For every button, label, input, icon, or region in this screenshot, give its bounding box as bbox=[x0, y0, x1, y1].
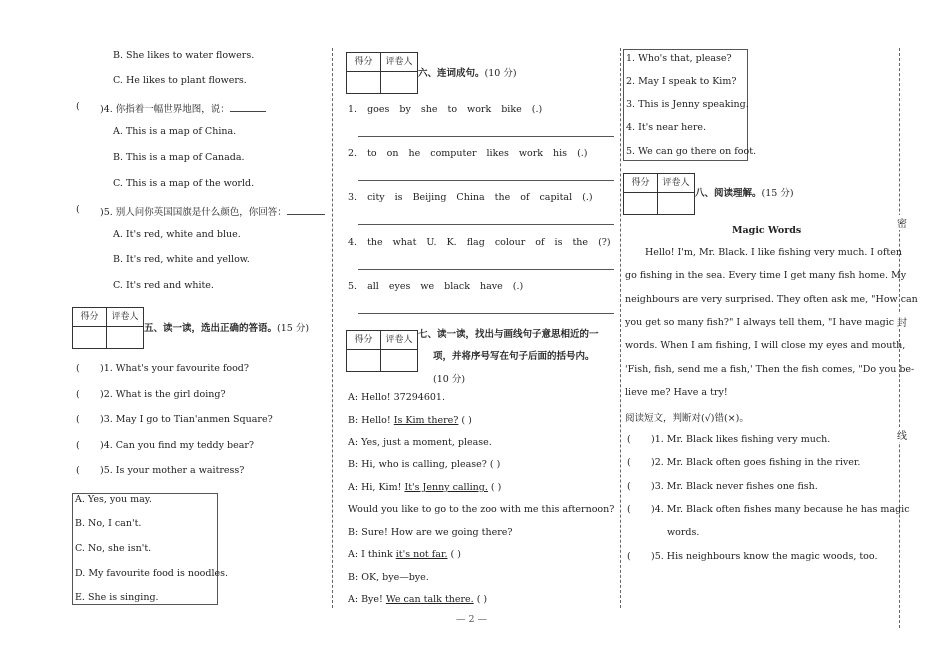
tf-instruction: 阅读短文，判断对(√)错(×)。 bbox=[625, 413, 749, 424]
s5-item-3: )3. May I go to Tian'anmen Square? bbox=[100, 414, 273, 425]
tf-item-1-paren: ( bbox=[627, 434, 631, 445]
dl5-underlined: It's Jenny calling. bbox=[404, 482, 488, 493]
tf-item-3: )3. Mr. Black never fishes one fish. bbox=[651, 481, 818, 492]
section6-points: (10 分) bbox=[484, 68, 517, 79]
tf-item-1: )1. Mr. Black likes fishing very much. bbox=[651, 434, 831, 445]
q4-option-a: A. This is a map of China. bbox=[113, 126, 237, 137]
score-cell[interactable] bbox=[347, 72, 381, 93]
q4-blank[interactable] bbox=[230, 111, 266, 112]
dialogue-line-6: Would you like to go to the zoo with me this afternoon? bbox=[348, 504, 615, 515]
section5-heading bbox=[144, 320, 309, 334]
option-c-prev: C. He likes to plant flowers. bbox=[113, 75, 247, 86]
tf-item-4-cont: words. bbox=[667, 527, 700, 538]
dialogue-line-7: B: Sure! How are we going there? bbox=[348, 527, 513, 538]
sentence-1: 1. goes by she to work bike (.) bbox=[348, 104, 543, 115]
s7-option-4: 4. It's near here. bbox=[626, 122, 707, 133]
column-divider-right bbox=[620, 48, 621, 608]
s7-option-1: 1. Who's that, please? bbox=[626, 53, 732, 64]
q4-option-b: B. This is a map of Canada. bbox=[113, 152, 245, 163]
q5-option-c: C. It's red and white. bbox=[113, 280, 214, 291]
section5-points: (15 分) bbox=[277, 323, 310, 334]
s5-item-5-paren: ( bbox=[76, 465, 80, 476]
page-number: — 2 — bbox=[456, 614, 488, 625]
section5-title: 五、读一读，选出正确的答语。 bbox=[144, 323, 278, 334]
section8-points: (15 分) bbox=[761, 188, 794, 199]
dialogue-line-5 bbox=[348, 482, 501, 493]
s5-item-2-paren: ( bbox=[76, 389, 80, 400]
sentence-5: 5. all eyes we black have (.) bbox=[348, 281, 524, 292]
dl2-pre: B: Hello! bbox=[348, 415, 394, 426]
answer-line-5[interactable] bbox=[358, 313, 614, 314]
score-box-section6 bbox=[346, 52, 418, 94]
section7-points: (10 分) bbox=[433, 374, 466, 385]
tf-item-2: )2. Mr. Black often goes fishing in the river. bbox=[651, 457, 861, 468]
section8-heading bbox=[695, 185, 794, 199]
option-b-prev: B. She likes to water flowers. bbox=[113, 50, 255, 61]
binding-char-xian: 线 bbox=[897, 427, 907, 442]
s5-item-5: )5. Is your mother a waitress? bbox=[100, 465, 245, 476]
s7-option-5: 5. We can go there on foot. bbox=[626, 146, 757, 157]
binding-char-mi: 密 bbox=[897, 215, 907, 230]
s7-option-3: 3. This is Jenny speaking. bbox=[626, 99, 749, 110]
score-label: 得分 bbox=[347, 53, 381, 72]
section8-title: 八、阅读理解。 bbox=[695, 188, 762, 199]
grader-label: 评卷人 bbox=[658, 174, 694, 193]
section6-title: 六、连词成句。 bbox=[418, 68, 485, 79]
dl2-paren[interactable]: ( ) bbox=[458, 415, 472, 426]
dl8-underlined: it's not far. bbox=[395, 549, 448, 560]
dialogue-line-2 bbox=[348, 415, 472, 426]
score-cell[interactable] bbox=[624, 193, 658, 214]
dl8-paren[interactable]: ( ) bbox=[447, 549, 461, 560]
q4-text: )4. 你指着一幅世界地图，说： bbox=[100, 104, 230, 115]
grader-cell[interactable] bbox=[658, 193, 694, 214]
q4-option-c: C. This is a map of the world. bbox=[113, 178, 255, 189]
sentence-3: 3. city is Beijing China the of capital (.) bbox=[348, 192, 593, 203]
answer-e: E. She is singing. bbox=[75, 592, 159, 603]
story-line-6: 'Fish, fish, send me a fish,' Then the fish comes, "Do you be- bbox=[625, 364, 915, 375]
story-title: Magic Words bbox=[732, 225, 802, 236]
story-line-2: go fishing in the sea. Every time I get many fish home. My bbox=[625, 270, 907, 281]
q5-blank[interactable] bbox=[287, 214, 325, 215]
tf-item-2-paren: ( bbox=[627, 457, 631, 468]
dialogue-line-9: B: OK, bye—bye. bbox=[348, 572, 429, 583]
q5-paren: ( bbox=[76, 204, 80, 215]
q5-option-a: A. It's red, white and blue. bbox=[113, 229, 241, 240]
dl10-paren[interactable]: ( ) bbox=[473, 594, 488, 605]
score-cell[interactable] bbox=[73, 327, 107, 348]
grader-cell[interactable] bbox=[381, 72, 417, 93]
story-line-1: Hello! I'm, Mr. Black. I like fishing very much. I often bbox=[645, 247, 902, 258]
score-label: 得分 bbox=[347, 331, 381, 350]
answer-d: D. My favourite food is noodles. bbox=[75, 568, 229, 579]
dl5-pre: A: Hi, Kim! bbox=[348, 482, 405, 493]
s5-item-1: )1. What's your favourite food? bbox=[100, 363, 249, 374]
answer-line-2[interactable] bbox=[358, 180, 614, 181]
tf-item-4-paren: ( bbox=[627, 504, 631, 515]
dialogue-line-4: B: Hi, who is calling, please? ( ) bbox=[348, 459, 501, 470]
answer-line-4[interactable] bbox=[358, 269, 614, 270]
section7-title-line2: 项，并将序号写在句子后面的括号内。 bbox=[433, 351, 595, 362]
sentence-4: 4. the what U. K. flag colour of is the (?) bbox=[348, 237, 611, 248]
s5-item-1-paren: ( bbox=[76, 363, 80, 374]
answer-b: B. No, I can't. bbox=[75, 518, 142, 529]
answer-line-1[interactable] bbox=[358, 136, 614, 137]
s5-item-4-paren: ( bbox=[76, 440, 80, 451]
section6-heading bbox=[418, 65, 517, 79]
tf-item-5-paren: ( bbox=[627, 551, 631, 562]
story-line-3: neighbours are very surprised. They often ask me, "How can bbox=[625, 294, 918, 305]
story-line-5: words. When I am fishing, I will close my eyes and mouth, bbox=[625, 340, 906, 351]
grader-cell[interactable] bbox=[107, 327, 143, 348]
q5-text: )5. 别人问你英国国旗是什么颜色，你回答： bbox=[100, 207, 287, 218]
answer-a: A. Yes, you may. bbox=[75, 494, 152, 505]
tf-item-5: )5. His neighbours know the magic woods, too. bbox=[651, 551, 878, 562]
dialogue-line-8 bbox=[348, 549, 461, 560]
section7-title-line1: 七、读一读，找出与画线句子意思相近的一 bbox=[418, 329, 599, 340]
sentence-2: 2. to on he computer likes work his (.) bbox=[348, 148, 588, 159]
score-label: 得分 bbox=[73, 308, 107, 327]
grader-cell[interactable] bbox=[381, 350, 417, 371]
score-label: 得分 bbox=[624, 174, 658, 193]
score-box-section8 bbox=[623, 173, 695, 215]
grader-label: 评卷人 bbox=[381, 331, 417, 350]
dialogue-line-1: A: Hello! 37294601. bbox=[348, 392, 445, 403]
score-box-section7 bbox=[346, 330, 418, 372]
dialogue-line-10 bbox=[348, 594, 487, 605]
dl2-underlined: Is Kim there? bbox=[393, 415, 459, 426]
dl10-pre: A: Bye! bbox=[348, 594, 386, 605]
s5-item-4: )4. Can you find my teddy bear? bbox=[100, 440, 255, 451]
q5-option-b: B. It's red, white and yellow. bbox=[113, 254, 250, 265]
tf-item-3-paren: ( bbox=[627, 481, 631, 492]
binding-char-feng: 封 bbox=[897, 314, 907, 329]
dl5-paren[interactable]: ( ) bbox=[487, 482, 502, 493]
q4-paren: ( bbox=[76, 101, 80, 112]
binding-line bbox=[899, 48, 900, 628]
dl10-underlined: We can talk there. bbox=[385, 594, 474, 605]
grader-label: 评卷人 bbox=[381, 53, 417, 72]
story-line-4: you get so many fish?" I always tell them, "I have magic bbox=[625, 317, 895, 328]
q4-question bbox=[100, 101, 266, 115]
s5-item-3-paren: ( bbox=[76, 414, 80, 425]
score-box-section5 bbox=[72, 307, 144, 349]
grader-label: 评卷人 bbox=[107, 308, 143, 327]
s5-item-2: )2. What is the girl doing? bbox=[100, 389, 226, 400]
dl8-pre: A: I think bbox=[348, 549, 396, 560]
score-cell[interactable] bbox=[347, 350, 381, 371]
q5-question bbox=[100, 204, 325, 218]
tf-item-4: )4. Mr. Black often fishes many because he has magic bbox=[651, 504, 910, 515]
dialogue-line-3: A: Yes, just a moment, please. bbox=[348, 437, 492, 448]
s7-option-2: 2. May I speak to Kim? bbox=[626, 76, 737, 87]
answer-c: C. No, she isn't. bbox=[75, 543, 152, 554]
column-divider-left bbox=[332, 48, 333, 608]
story-line-7: lieve me? Have a try! bbox=[625, 387, 728, 398]
answer-line-3[interactable] bbox=[358, 224, 614, 225]
